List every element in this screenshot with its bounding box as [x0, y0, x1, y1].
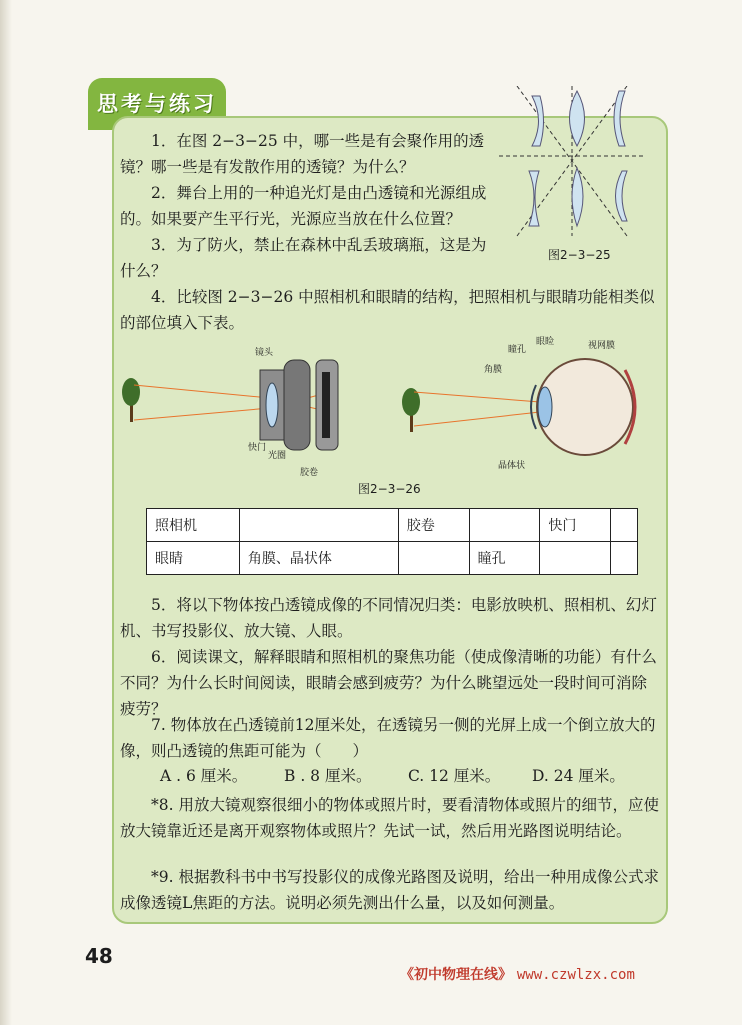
label-cornea: 角膜 — [484, 365, 503, 375]
table-cell[interactable] — [611, 509, 638, 542]
table-cell[interactable] — [540, 542, 611, 575]
lens-shape — [532, 96, 544, 146]
site-name: 《初中物理在线》 — [400, 967, 512, 983]
table-cell: 胶卷 — [398, 509, 469, 542]
table-cell: 瞳孔 — [469, 542, 540, 575]
camera-body — [284, 360, 310, 450]
page-number: 48 — [85, 944, 113, 968]
label-aperture: 光圈 — [268, 451, 287, 461]
comparison-table — [146, 508, 638, 575]
question-4: 4．比较图 2−3−26 中照相机和眼睛的结构，把照相机与眼睛功能相类似的部位填入下表。 — [120, 288, 655, 332]
lens-shape — [614, 91, 625, 146]
label-crystalline: 晶体状 — [498, 461, 526, 471]
figure-caption: 图2−3−25 — [548, 248, 611, 262]
question-2: 2．舞台上用的一种追光灯是由凸透镜和光源组成的。如果要产生平行光，光源应当放在什么位置？ — [120, 184, 487, 228]
label-pupil: 瞳孔 — [508, 345, 527, 355]
option-a[interactable]: A . 6 厘米。 — [160, 767, 248, 785]
option-b[interactable]: B . 8 厘米。 — [284, 767, 372, 785]
table-cell[interactable] — [239, 509, 398, 542]
question-5: 5．将以下物体按凸透镜成像的不同情况归类：电影放映机、照相机、幻灯机、书写投影仪、放大镜、人眼。 — [120, 596, 657, 640]
question-6: 6．阅读课文，解释眼睛和照相机的聚焦功能（使成像清晰的功能）有什么不同？为什么长时间阅读，眼睛会感到疲劳？为什么眺望远处一段时间可消除疲劳？ — [120, 648, 657, 718]
section-title: 思考与练习 — [97, 92, 217, 116]
label-retina: 视网膜 — [588, 341, 616, 351]
question-3: 3．为了防火，禁止在森林中乱丢玻璃瓶，这是为什么？ — [120, 236, 487, 280]
question-8: *8. 用放大镜观察很细小的物体或照片时，要看清物体或照片的细节，应使放大镜靠近还是离开观察物体或照片？先试一试，然后用光路图说明结论。 — [120, 796, 659, 840]
label-lens: 镜头 — [255, 348, 274, 358]
table-row — [147, 542, 638, 575]
lens-shape — [616, 171, 628, 221]
crystalline-lens — [538, 387, 552, 427]
figure-camera-eye — [120, 330, 660, 490]
option-d[interactable]: D. 24 厘米。 — [532, 767, 625, 785]
label-film: 胶卷 — [300, 468, 319, 478]
question-7: 7. 物体放在凸透镜前12厘米处，在透镜另一侧的光屏上成一个倒立放大的像，则凸透镜的焦距可能为（ ） — [120, 716, 656, 760]
figure-lenses — [497, 86, 647, 266]
page-spine-shadow — [0, 0, 12, 1025]
table-cell: 角膜、晶状体 — [239, 542, 398, 575]
table-cell: 快门 — [540, 509, 611, 542]
option-c[interactable]: C. 12 厘米。 — [408, 767, 501, 785]
site-url[interactable]: www.czwlzx.com — [516, 967, 635, 983]
table-cell: 眼睛 — [147, 542, 240, 575]
table-cell[interactable] — [469, 509, 540, 542]
table-cell: 照相机 — [147, 509, 240, 542]
tree-icon — [122, 378, 140, 422]
lens-shape — [572, 168, 583, 226]
cornea — [531, 385, 536, 429]
question-7-options — [160, 763, 660, 789]
table-cell[interactable] — [611, 542, 638, 575]
label-shutter: 快门 — [248, 443, 267, 453]
site-footer — [400, 964, 635, 984]
label-eyelid: 眼睑 — [536, 337, 555, 347]
question-1: 1．在图 2−3−25 中，哪一些是有会聚作用的透镜？哪一些是有发散作用的透镜？为什么？ — [120, 132, 485, 176]
question-9: *9. 根据教科书中书写投影仪的成像光路图及说明，给出一种用成像公式求成像透镜L焦距的方法。说明必须先测出什么量，以及如何测量。 — [120, 868, 659, 912]
table-row — [147, 509, 638, 542]
table-cell[interactable] — [398, 542, 469, 575]
figure-caption: 图2−3−26 — [358, 482, 421, 496]
camera-lens — [266, 383, 278, 427]
